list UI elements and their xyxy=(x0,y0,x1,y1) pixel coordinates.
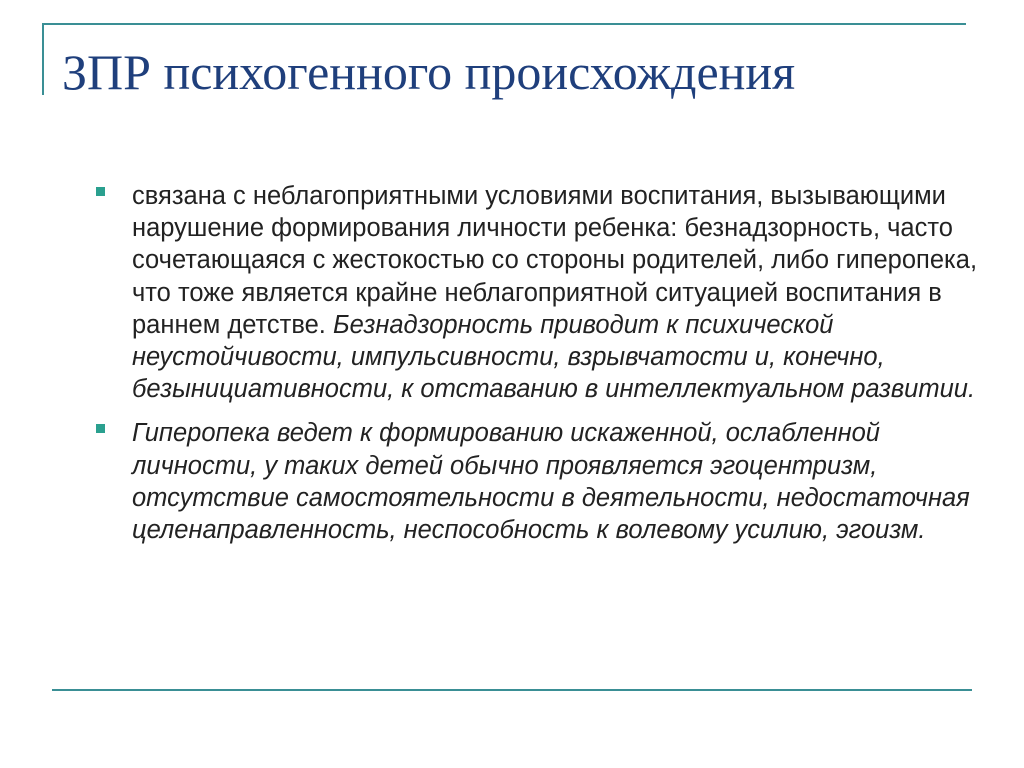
bottom-divider-line xyxy=(52,689,972,691)
bullet-item-2 xyxy=(96,417,1006,546)
square-bullet-icon xyxy=(96,424,105,433)
top-divider-line xyxy=(42,23,966,25)
square-bullet-icon xyxy=(96,187,105,196)
bullet-list xyxy=(96,180,1006,546)
left-accent-line xyxy=(42,23,44,95)
bullet-1-italic-text: Безнадзорность приводит к психической неустойчивости, импульсивности, взрывчатости и, конечно, безынициативности, к отставанию в интеллектуальном развитии. xyxy=(132,310,976,404)
bullet-2-italic-text: Гиперопека ведет к формированию искаженной, ослабленной личности, у таких детей обычно проявляется эгоцентризм, отсутствие самостоятельности в деятельности, недостаточная целенаправленность, неспособность к волевому усилию, эгоизм. xyxy=(132,419,970,545)
bullet-item-1 xyxy=(96,180,1006,405)
slide-title: ЗПР психогенного происхождения xyxy=(62,44,796,100)
bullet-1-plain-text: связана с неблагоприятными условиями воспитания, вызывающими нарушение формирования личности ребенка: безнадзорность, часто сочетающаяся с жестокостью со стороны родителей, либо гиперопека, что тоже является крайне неблагоприятной ситуацией воспитания в раннем детстве. xyxy=(132,182,978,339)
